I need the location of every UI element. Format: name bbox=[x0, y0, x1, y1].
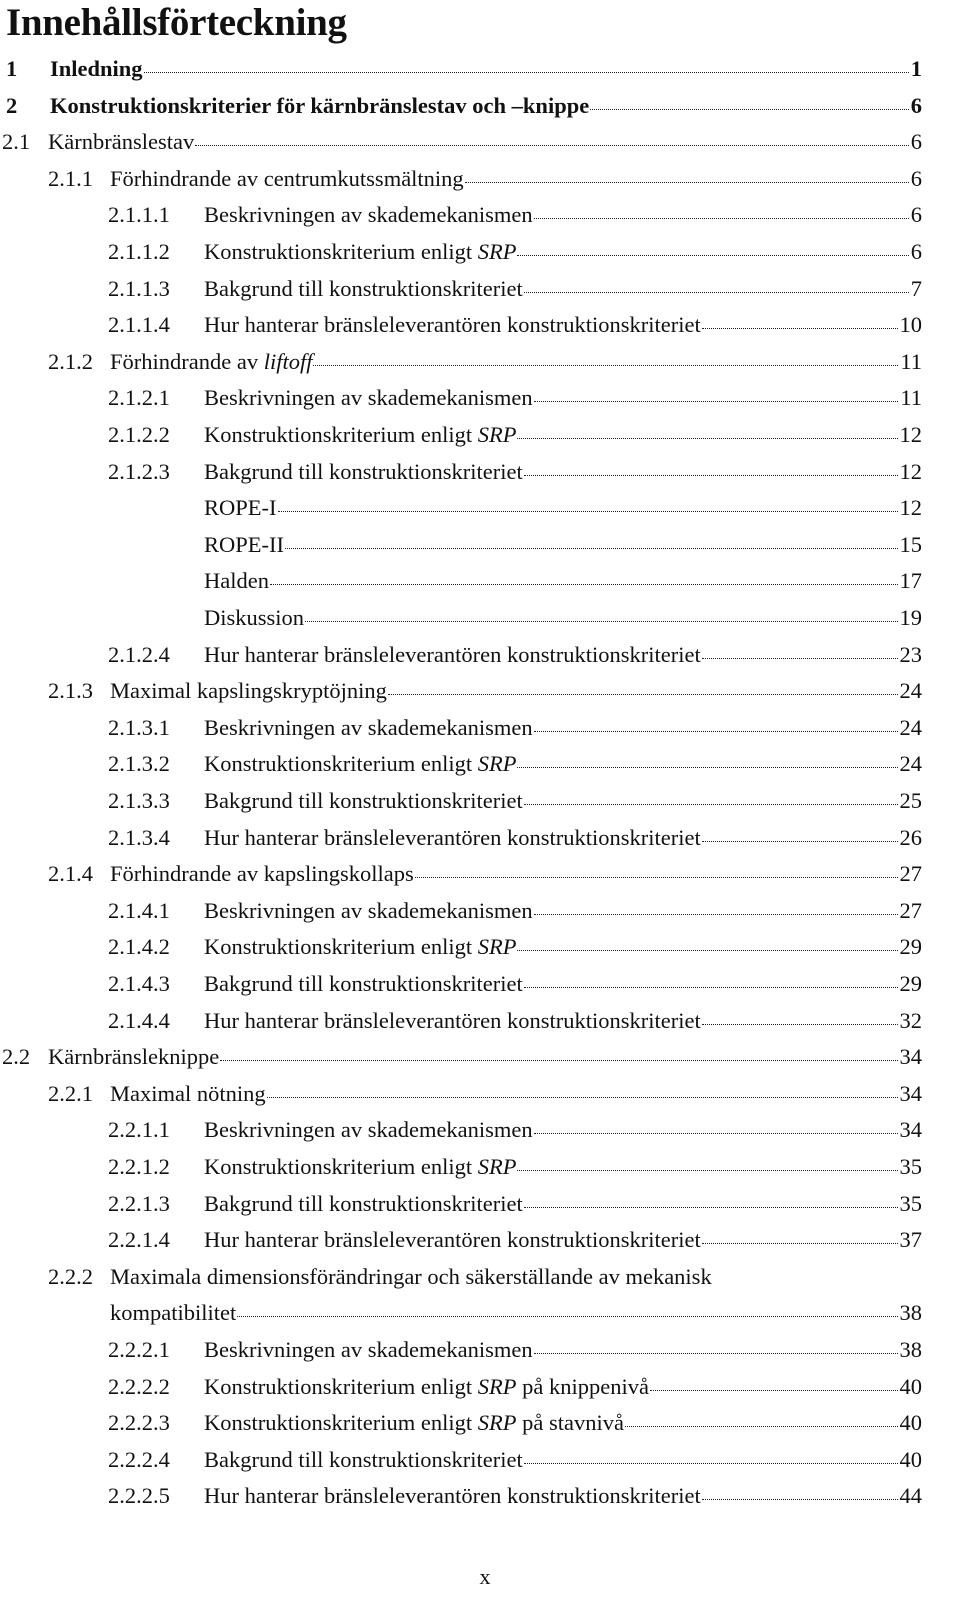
toc-entry-title-group bbox=[204, 562, 269, 599]
dot-leader bbox=[285, 548, 898, 549]
toc-entry-title: Konstruktionskriterium enligt bbox=[204, 1410, 473, 1436]
toc-entry-number: 2.1.2.2 bbox=[108, 422, 170, 447]
toc-entry-title: Konstruktionskriterium enligt bbox=[204, 751, 473, 777]
toc-entry[interactable] bbox=[0, 782, 960, 819]
toc-entry-title-group bbox=[204, 1002, 701, 1039]
dot-leader bbox=[625, 1426, 898, 1427]
toc-entry-title-group bbox=[110, 1075, 266, 1112]
dot-leader bbox=[220, 1060, 897, 1061]
toc-entry-number: 2 bbox=[6, 92, 18, 118]
toc-entry-title-group bbox=[204, 965, 523, 1002]
toc-entry[interactable] bbox=[0, 233, 960, 270]
dot-leader bbox=[144, 72, 909, 73]
toc-entry-page-number: 29 bbox=[899, 934, 922, 960]
toc-entry-title: Beskrivningen av skademekanismen bbox=[204, 1337, 533, 1362]
toc-entry-page-number: 24 bbox=[899, 751, 922, 777]
toc-entry-page-number: 35 bbox=[899, 1190, 922, 1216]
toc-entry-title-group bbox=[204, 782, 523, 819]
toc-entry-title: Bakgrund till konstruktionskriteriet bbox=[204, 788, 523, 813]
toc-entry-title-group bbox=[50, 87, 589, 124]
dot-leader bbox=[534, 1133, 898, 1134]
toc-entry-title: Bakgrund till konstruktionskriteriet bbox=[204, 458, 523, 484]
toc-entry[interactable] bbox=[0, 709, 960, 746]
toc-entry-number: 2.2.1.2 bbox=[108, 1154, 170, 1179]
toc-entry-page-number: 6 bbox=[910, 92, 922, 118]
toc-entry-title-group bbox=[204, 416, 516, 453]
toc-entry-page-number: 6 bbox=[910, 202, 922, 228]
toc-entry-title: Konstruktionskriterier för kärnbränslestav och –knippe bbox=[50, 92, 590, 118]
toc-entry-number: 2.2.2.4 bbox=[108, 1446, 170, 1472]
toc-entry-title-group bbox=[204, 379, 533, 416]
toc-entry[interactable] bbox=[0, 123, 960, 160]
toc-entry-page-number: 35 bbox=[899, 1154, 922, 1179]
dot-leader bbox=[534, 731, 898, 732]
dot-leader bbox=[524, 475, 898, 476]
toc-entry-title-group bbox=[204, 1185, 523, 1222]
dot-leader bbox=[534, 1353, 898, 1354]
toc-entry-title-group bbox=[204, 928, 516, 965]
toc-entry-title: Maximala dimensionsförändringar och säkerställande av mekanisk bbox=[110, 1263, 712, 1289]
toc-entry[interactable] bbox=[0, 1221, 960, 1258]
toc-entry-title-group bbox=[204, 196, 533, 233]
dot-leader bbox=[278, 511, 898, 512]
toc-entry-title: Konstruktionskriterium enligt bbox=[204, 239, 473, 264]
toc-entry-title: ROPE-II bbox=[204, 531, 284, 557]
toc-entry-page-number: 34 bbox=[899, 1080, 922, 1106]
toc-entry-page-number: 40 bbox=[899, 1446, 922, 1472]
toc-entry-title: Inledning bbox=[50, 56, 143, 81]
dot-leader bbox=[524, 1207, 898, 1208]
toc-entry-number: 2.2.1 bbox=[48, 1080, 93, 1106]
dot-leader bbox=[702, 658, 898, 659]
toc-entry-title-group bbox=[204, 599, 304, 636]
toc-entry[interactable] bbox=[0, 343, 960, 380]
toc-entry[interactable] bbox=[0, 892, 960, 929]
toc-entry-title: Kärnbränslestav bbox=[48, 129, 195, 155]
toc-entry-title: Kärnbränsleknippe bbox=[48, 1044, 220, 1070]
dot-leader bbox=[517, 255, 908, 256]
toc-entry-italic-term: liftoff bbox=[263, 348, 313, 374]
toc-entry-title: Beskrivningen av skademekanismen bbox=[204, 202, 533, 228]
toc-entry[interactable] bbox=[0, 270, 960, 307]
toc-entry[interactable] bbox=[0, 196, 960, 233]
toc-entry[interactable] bbox=[0, 160, 960, 197]
toc-entry-title: Maximal nötning bbox=[110, 1080, 266, 1106]
dot-leader bbox=[267, 1097, 898, 1098]
dot-leader bbox=[305, 621, 897, 622]
toc-entry-title: ROPE-I bbox=[204, 495, 277, 521]
toc-entry-page-number: 11 bbox=[900, 385, 922, 411]
toc-entry-italic-term: SRP bbox=[477, 751, 517, 777]
dot-leader bbox=[590, 109, 909, 110]
toc-entry[interactable] bbox=[0, 416, 960, 453]
toc-entry-title-group bbox=[204, 1441, 523, 1478]
toc-entry-page-number: 29 bbox=[899, 971, 922, 996]
dot-leader bbox=[702, 1499, 898, 1500]
toc-entry-title-group bbox=[204, 819, 701, 856]
toc-entry-title-group bbox=[50, 50, 143, 87]
toc-entry-title: Bakgrund till konstruktionskriteriet bbox=[204, 971, 523, 996]
toc-entry[interactable] bbox=[0, 1441, 960, 1478]
toc-entry-number: 2.1.1 bbox=[48, 165, 93, 191]
toc-entry-title-group bbox=[204, 1477, 701, 1514]
toc-entry-title-group bbox=[204, 1111, 533, 1148]
toc-entry-italic-term: SRP bbox=[477, 1154, 517, 1179]
toc-entry-title-group bbox=[204, 636, 701, 673]
toc-entry-title-group bbox=[204, 526, 284, 563]
toc-entry-title-group bbox=[204, 306, 701, 343]
toc-entry-page-number: 12 bbox=[899, 458, 922, 484]
toc-entry-number: 1 bbox=[6, 56, 18, 81]
toc-entry[interactable] bbox=[0, 1111, 960, 1148]
toc-entry-title-group bbox=[204, 745, 516, 782]
toc-entry[interactable] bbox=[0, 1075, 960, 1112]
toc-entry-number: 2.2.1.4 bbox=[108, 1227, 170, 1253]
toc-entry-title-group bbox=[204, 1368, 649, 1405]
toc-entry[interactable] bbox=[0, 526, 960, 563]
toc-entry[interactable] bbox=[0, 50, 960, 87]
toc-entry-title-group bbox=[48, 123, 194, 160]
toc-entry-number: 2.1.1.1 bbox=[108, 202, 170, 228]
toc-entry-title-group bbox=[110, 343, 312, 380]
toc-entry-number: 2.1 bbox=[2, 129, 31, 155]
toc-entry[interactable] bbox=[0, 636, 960, 673]
toc-entry-number: 2.1.2.1 bbox=[108, 385, 170, 411]
dot-leader bbox=[534, 914, 898, 915]
toc-entry-number: 2.2.2.2 bbox=[108, 1373, 170, 1399]
toc-entry-title: Hur hanterar bränsleleverantören konstruktionskriteriet bbox=[204, 1227, 701, 1253]
toc-entry-page-number: 10 bbox=[899, 312, 922, 338]
toc-entry-title-group bbox=[204, 709, 533, 746]
toc-entry-title-group bbox=[110, 672, 387, 709]
toc-entry-page-number: 19 bbox=[899, 605, 922, 630]
toc-entry-title: Hur hanterar bränsleleverantören konstruktionskriteriet bbox=[204, 312, 701, 338]
toc-entry[interactable] bbox=[0, 1368, 960, 1405]
toc-entry-page-number: 25 bbox=[899, 788, 922, 813]
dot-leader bbox=[702, 1243, 898, 1244]
toc-entry-page-number: 40 bbox=[899, 1410, 922, 1436]
toc-entry-page-number: 6 bbox=[910, 129, 922, 155]
dot-leader bbox=[524, 804, 898, 805]
toc-entry-title: Bakgrund till konstruktionskriteriet bbox=[204, 1190, 523, 1216]
dot-leader bbox=[415, 877, 898, 878]
toc-entry-title: Konstruktionskriterium enligt bbox=[204, 1154, 473, 1179]
toc-entry-number: 2.1.3.4 bbox=[108, 824, 170, 850]
page-title: Innehållsförteckning bbox=[6, 1, 347, 44]
toc-entry-number: 2.2 bbox=[2, 1044, 31, 1070]
toc-entry-page-number: 38 bbox=[899, 1300, 922, 1326]
toc-entry-page-number: 34 bbox=[899, 1044, 922, 1070]
toc-entry-page-number: 40 bbox=[899, 1373, 922, 1399]
dot-leader bbox=[388, 694, 898, 695]
toc-entry-number: 2.1.3 bbox=[48, 678, 93, 704]
toc-entry-number: 2.1.4 bbox=[48, 861, 93, 887]
dot-leader bbox=[524, 987, 898, 988]
toc-entry-page-number: 23 bbox=[899, 641, 922, 667]
toc-entry-page-number: 6 bbox=[910, 165, 922, 191]
toc-entry-title-group bbox=[204, 892, 533, 929]
page-footer-number: x bbox=[479, 1564, 491, 1589]
dot-leader bbox=[534, 218, 909, 219]
toc-entry-number: 2.1.4.2 bbox=[108, 934, 170, 960]
dot-leader bbox=[517, 950, 897, 951]
toc-entry-title: Konstruktionskriterium enligt bbox=[204, 934, 473, 960]
toc-entry-number: 2.2.1.3 bbox=[108, 1190, 170, 1216]
toc-entry-page-number: 26 bbox=[899, 824, 922, 850]
toc-entry-number: 2.1.4.3 bbox=[108, 971, 170, 996]
toc-entry-title-group bbox=[204, 1221, 701, 1258]
toc-entry[interactable] bbox=[0, 489, 960, 526]
toc-entry-number: 2.1.2.3 bbox=[108, 458, 170, 484]
toc-entry-title: Hur hanterar bränsleleverantören konstruktionskriteriet bbox=[204, 1007, 701, 1033]
toc-entry-italic-term: SRP bbox=[477, 1410, 517, 1436]
dot-leader bbox=[534, 401, 899, 402]
toc-entry-page-number: 11 bbox=[900, 348, 922, 374]
toc-entry-title: Bakgrund till konstruktionskriteriet bbox=[204, 275, 523, 301]
toc-entry-title-suffix: på knippenivå bbox=[522, 1373, 649, 1399]
toc-entry-page-number: 34 bbox=[899, 1117, 922, 1143]
toc-entry-title-group bbox=[204, 270, 523, 307]
toc-entry[interactable] bbox=[0, 1002, 960, 1039]
toc-entry-number: 2.1.3.3 bbox=[108, 788, 170, 813]
toc-entry-page-number: 32 bbox=[899, 1007, 922, 1033]
toc-entry-number: 2.1.1.2 bbox=[108, 239, 170, 264]
toc-entry-number: 2.1.2 bbox=[48, 348, 93, 374]
toc-entry[interactable] bbox=[0, 379, 960, 416]
toc-entry-title-group bbox=[204, 1331, 533, 1368]
toc-entry-title: Hur hanterar bränsleleverantören konstruktionskriteriet bbox=[204, 824, 701, 850]
dot-leader bbox=[270, 584, 898, 585]
toc-entry-number: 2.2.2.3 bbox=[108, 1410, 170, 1436]
toc-entry[interactable] bbox=[0, 1294, 960, 1331]
toc-entry-title-group bbox=[204, 233, 516, 270]
toc-entry[interactable] bbox=[0, 745, 960, 782]
toc-entry-number: 2.1.1.4 bbox=[108, 312, 170, 338]
toc-entry-page-number: 17 bbox=[899, 568, 922, 594]
toc-entry-page-number: 12 bbox=[899, 495, 922, 521]
toc-entry[interactable] bbox=[0, 672, 960, 709]
toc-entry-title: Beskrivningen av skademekanismen bbox=[204, 897, 533, 923]
toc-entry-title: Förhindrande av kapslingskollaps bbox=[110, 861, 414, 887]
toc-entry-title: kompatibilitet bbox=[110, 1300, 237, 1326]
toc-entry[interactable] bbox=[0, 928, 960, 965]
toc-entry-page-number: 7 bbox=[910, 275, 922, 301]
toc-entry-number: 2.1.1.3 bbox=[108, 275, 170, 301]
toc-entry-page-number: 38 bbox=[899, 1337, 922, 1362]
toc-entry-number: 2.1.3.2 bbox=[108, 751, 170, 777]
toc-entry[interactable] bbox=[0, 87, 960, 124]
toc-entry-title: Förhindrande av centrumkutssmältning bbox=[110, 165, 464, 191]
toc-entry-title-group bbox=[204, 1148, 516, 1185]
toc-entry-page-number: 44 bbox=[899, 1483, 922, 1509]
toc-entry[interactable] bbox=[0, 1404, 960, 1441]
toc-entry-page-number: 12 bbox=[899, 422, 922, 447]
toc-entry[interactable] bbox=[0, 1258, 960, 1295]
dot-leader bbox=[702, 841, 898, 842]
dot-leader bbox=[517, 767, 897, 768]
toc-entry[interactable] bbox=[0, 1185, 960, 1222]
dot-leader bbox=[237, 1316, 897, 1317]
dot-leader bbox=[702, 1024, 898, 1025]
toc-entry-title: Beskrivningen av skademekanismen bbox=[204, 385, 533, 411]
toc-entry[interactable] bbox=[0, 1477, 960, 1514]
toc-entry-number: 2.2.2.5 bbox=[108, 1483, 170, 1509]
toc-entry-title: Maximal kapslingskryptöjning bbox=[110, 678, 387, 704]
toc-entry-italic-term: SRP bbox=[477, 422, 517, 447]
dot-leader bbox=[524, 1463, 898, 1464]
toc-entry-page-number: 27 bbox=[899, 897, 922, 923]
toc-entry-page-number: 6 bbox=[910, 239, 922, 264]
toc-entry-title: Halden bbox=[204, 568, 269, 594]
toc-entry-title-group bbox=[204, 489, 277, 526]
toc-entry-italic-term: SRP bbox=[477, 1373, 517, 1399]
toc-entry-number: 2.1.3.1 bbox=[108, 714, 170, 740]
toc-entry-page-number: 15 bbox=[899, 531, 922, 557]
toc-entry-title: Diskussion bbox=[204, 605, 305, 630]
toc-entry[interactable] bbox=[0, 965, 960, 1002]
toc-entry-number: 2.1.2.4 bbox=[108, 641, 170, 667]
toc-entry[interactable] bbox=[0, 1038, 960, 1075]
toc-entry-number: 2.1.4.4 bbox=[108, 1007, 170, 1033]
toc-entry-page-number: 27 bbox=[899, 861, 922, 887]
toc-entry-title: Hur hanterar bränsleleverantören konstruktionskriteriet bbox=[204, 641, 701, 667]
toc-entry[interactable] bbox=[0, 1331, 960, 1368]
toc-entry-title: Hur hanterar bränsleleverantören konstruktionskriteriet bbox=[204, 1483, 701, 1509]
toc-entry-page-number: 37 bbox=[899, 1227, 922, 1253]
toc-entry-page-number: 1 bbox=[910, 56, 922, 81]
toc-entry-title-group bbox=[110, 1294, 236, 1331]
toc-entry-title: Konstruktionskriterium enligt bbox=[204, 1373, 473, 1399]
toc-entry[interactable] bbox=[0, 1148, 960, 1185]
dot-leader bbox=[195, 145, 909, 146]
dot-leader bbox=[524, 292, 909, 293]
toc-entry-title-group bbox=[110, 855, 414, 892]
toc-entry-title-suffix: på stavnivå bbox=[522, 1410, 624, 1436]
toc-entry-title-group bbox=[48, 1038, 219, 1075]
toc-entry-number: 2.2.1.1 bbox=[108, 1117, 170, 1143]
toc-entry-title: Konstruktionskriterium enligt bbox=[204, 422, 473, 447]
toc-entry-page-number: 24 bbox=[899, 678, 922, 704]
toc-entry[interactable] bbox=[0, 453, 960, 490]
dot-leader bbox=[517, 1170, 897, 1171]
toc-entry-title-group bbox=[110, 160, 464, 197]
toc-entry-title: Beskrivningen av skademekanismen bbox=[204, 714, 533, 740]
dot-leader bbox=[702, 328, 898, 329]
toc-entry-title-group bbox=[204, 453, 523, 490]
toc-entry-number: 2.2.2.1 bbox=[108, 1337, 170, 1362]
dot-leader bbox=[465, 182, 909, 183]
toc-entry[interactable] bbox=[0, 306, 960, 343]
toc-entry[interactable] bbox=[0, 562, 960, 599]
toc-entry-title-group bbox=[204, 1404, 624, 1441]
toc-entry-title: Beskrivningen av skademekanismen bbox=[204, 1117, 533, 1143]
toc-entry-title: Förhindrande av bbox=[110, 348, 259, 374]
toc-entry-page-number: 24 bbox=[899, 714, 922, 740]
dot-leader bbox=[650, 1390, 898, 1391]
toc-entry[interactable] bbox=[0, 819, 960, 856]
toc-entry[interactable] bbox=[0, 599, 960, 636]
dot-leader bbox=[313, 365, 898, 366]
toc-entry-title: Bakgrund till konstruktionskriteriet bbox=[204, 1446, 523, 1472]
toc-entry-number: 2.1.4.1 bbox=[108, 897, 170, 923]
toc-entry-italic-term: SRP bbox=[477, 239, 517, 264]
toc-entry[interactable] bbox=[0, 855, 960, 892]
toc-entry-number: 2.2.2 bbox=[48, 1263, 93, 1289]
dot-leader bbox=[517, 438, 897, 439]
toc-entry-italic-term: SRP bbox=[477, 934, 517, 960]
